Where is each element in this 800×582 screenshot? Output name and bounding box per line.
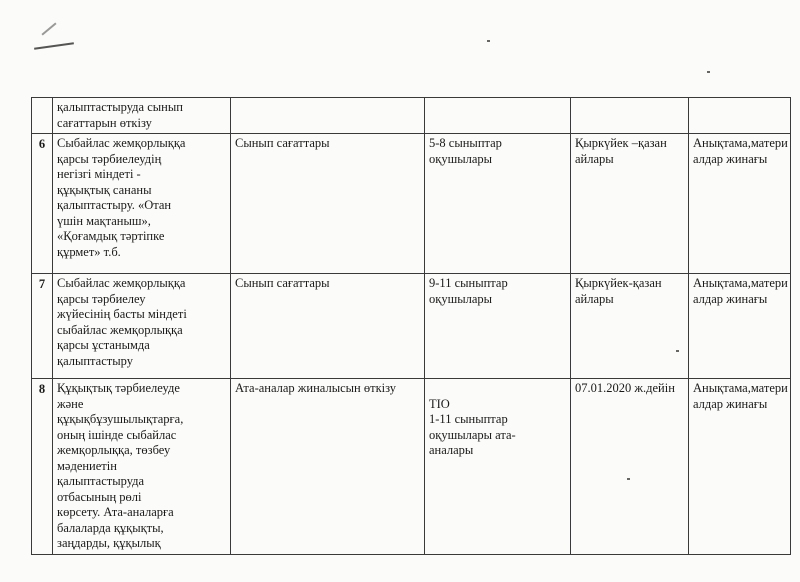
scan-speck	[707, 71, 710, 73]
result-cell: Анықтама,матери алдар жинағы	[689, 274, 791, 379]
table-row	[32, 134, 791, 274]
event-cell: Құқықтық тәрбиелеуде және құқықбұзушылықтарға, оның ішінде сыбайлас жемқорлыққа, төзбеу мәдениетін қалыптастыруда отбасының рөлі көрсету. Ата-аналарға балаларда құқықты, заңдарды, құқылық	[53, 379, 231, 555]
row-number: 6	[32, 134, 53, 274]
form-cell: Ата-аналар жиналысын өткізу	[231, 379, 425, 555]
row-number: 8	[32, 379, 53, 555]
participants-cell: ТІО 1-11 сыныптар оқушылары ата- аналары	[425, 379, 571, 555]
date-cell: 07.01.2020 ж.дейін	[571, 379, 689, 555]
date-cell: Қыркүйек-қазан айлары	[571, 274, 689, 379]
result-cell	[689, 98, 791, 134]
participants-cell: 5-8 сыныптар оқушылары	[425, 134, 571, 274]
table-row	[32, 98, 791, 134]
form-cell: Сынып сағаттары	[231, 274, 425, 379]
table-row	[32, 379, 791, 555]
scan-mark	[34, 42, 74, 50]
table-row	[32, 274, 791, 379]
scan-mark	[41, 22, 56, 35]
row-number: 7	[32, 274, 53, 379]
participants-cell	[425, 98, 571, 134]
event-cell: Сыбайлас жемқорлыққа қарсы тәрбиелеудің негізгі міндеті - құқықтық сананы қалыптастыру. «Отан үшін мақтаныш», «Қоғамдық тәртіпке құрмет» т.б.	[53, 134, 231, 274]
result-cell: Анықтама,матери алдар жинағы	[689, 379, 791, 555]
scan-speck	[487, 40, 490, 42]
event-cell: Сыбайлас жемқорлыққа қарсы тәрбиелеу жүйесінің басты міндеті сыбайлас жемқорлыққа қарсы ұстанымда қалыптастыру	[53, 274, 231, 379]
result-cell: Анықтама,матери алдар жинағы	[689, 134, 791, 274]
date-cell: Қыркүйек –қазан айлары	[571, 134, 689, 274]
participants-cell: 9-11 сыныптар оқушылары	[425, 274, 571, 379]
date-cell	[571, 98, 689, 134]
row-number	[32, 98, 53, 134]
plan-table	[31, 97, 791, 555]
event-cell: қалыптастыруда сынып сағаттарын өткізу	[53, 98, 231, 134]
form-cell	[231, 98, 425, 134]
form-cell: Сынып сағаттары	[231, 134, 425, 274]
